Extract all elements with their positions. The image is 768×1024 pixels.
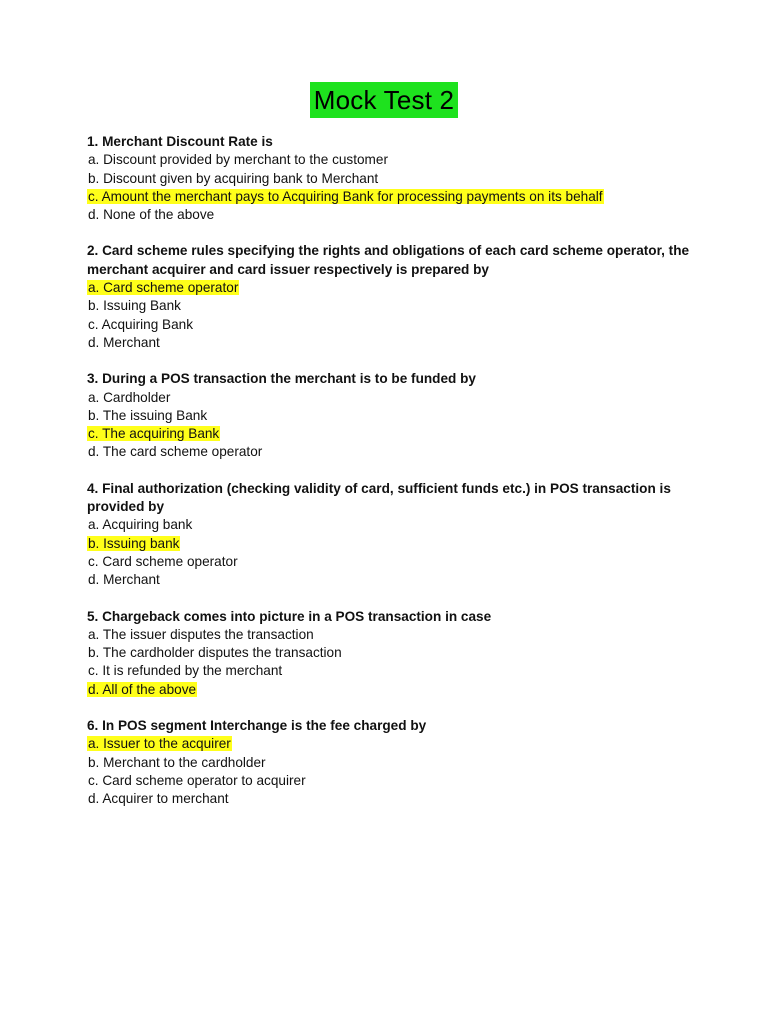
option-d: d. Merchant <box>88 572 160 588</box>
question-text: 1. Merchant Discount Rate is <box>87 134 273 149</box>
option-c: c. Card scheme operator <box>88 553 238 569</box>
option-b: b. Discount given by acquiring bank to Merchant <box>88 170 379 186</box>
question-text: 2. Card scheme rules specifying the rights and obligations of each card scheme operator, the merchant acquirer and card issuer respectively is prepared by <box>87 243 690 277</box>
question-3 <box>87 370 697 461</box>
question-6 <box>87 717 697 808</box>
question-text: 3. During a POS transaction the merchant is to be funded by <box>87 371 476 387</box>
option-b-highlighted-answer: b. Issuing bank <box>88 535 180 551</box>
option-c: c. Card scheme operator to acquirer <box>88 772 306 788</box>
option-b: b. Merchant to the cardholder <box>88 754 266 770</box>
question-list <box>87 133 697 827</box>
option-d: d. Merchant <box>88 334 160 350</box>
option-b: b. Issuing Bank <box>88 298 181 314</box>
option-b: b. The cardholder disputes the transaction <box>88 645 342 661</box>
page-title: Mock Test 2 <box>310 82 458 118</box>
question-2 <box>87 242 697 352</box>
question-text: 5. Chargeback comes into picture in a POS transaction in case <box>87 608 492 624</box>
option-d-highlighted-answer: d. All of the above <box>88 681 197 697</box>
question-5 <box>87 608 697 699</box>
question-text: 4. Final authorization (checking validity of card, sufficient funds etc.) in POS transaction is provided by <box>87 480 671 515</box>
title-container <box>0 82 768 118</box>
option-c: c. Acquiring Bank <box>88 316 194 332</box>
option-c-highlighted-answer: c. The acquiring Bank <box>88 426 220 442</box>
question-text: 6. In POS segment Interchange is the fee charged by <box>87 718 427 734</box>
option-a: a. Discount provided by merchant to the customer <box>88 152 388 168</box>
option-b: b. The issuing Bank <box>88 407 208 423</box>
option-a-highlighted-answer: a. Card scheme operator <box>88 280 239 296</box>
question-1 <box>87 133 697 224</box>
option-a-highlighted-answer: a. Issuer to the acquirer <box>88 736 231 752</box>
option-d: d. The card scheme operator <box>88 444 263 460</box>
option-a: a. The issuer disputes the transaction <box>88 626 314 642</box>
option-d: d. Acquirer to merchant <box>88 791 229 807</box>
question-4 <box>87 480 697 590</box>
option-c-highlighted-answer: c. Amount the merchant pays to Acquiring Bank for processing payments on its behalf <box>88 188 603 204</box>
option-a: a. Cardholder <box>88 389 171 405</box>
option-d: d. None of the above <box>88 207 215 223</box>
option-c: c. It is refunded by the merchant <box>88 663 283 679</box>
option-a: a. Acquiring bank <box>88 517 193 533</box>
